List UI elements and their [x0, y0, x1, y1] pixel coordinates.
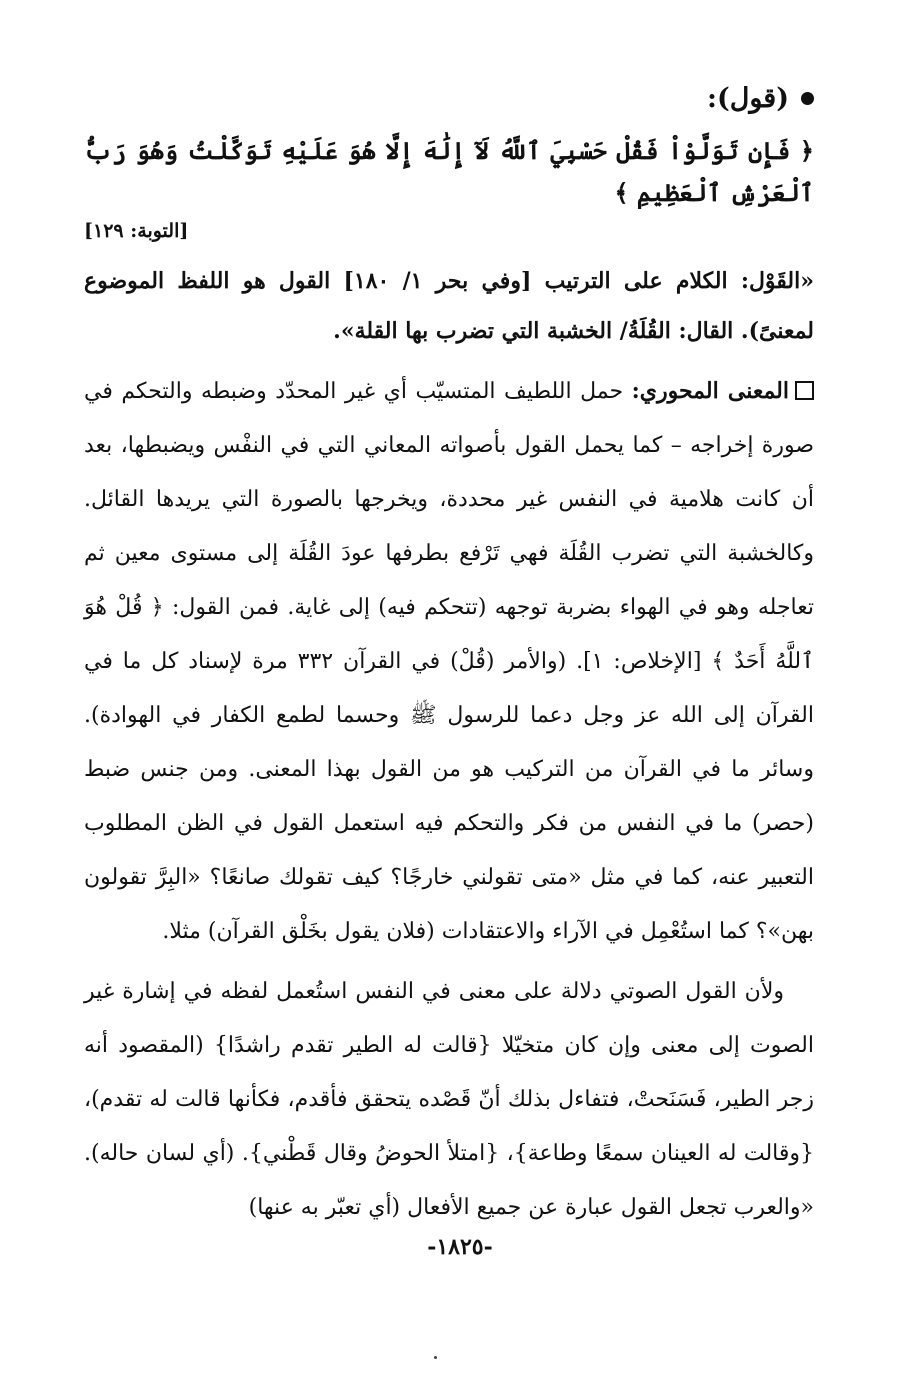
page-number: -١٨٢٥-: [427, 1234, 493, 1260]
core-meaning-label: المعنى المحوري:: [631, 378, 789, 404]
speck-mark: [434, 1356, 437, 1359]
bullet-icon: [801, 92, 814, 105]
square-marker-icon: [795, 381, 814, 400]
core-meaning-text: حمل اللطيف المتسيّب أي غير المحدّد وضبطه والتحكم في صورة إخراجه – كما يحمل القول بأصواته المعاني التي في النفْس ويضبطها، بعد أن كانت هلامية في النفس غير محددة، ويخرجها بالصورة التي يريدها القائل. وكالخشبة التي تضرب القُلَة فهي تَرْفع بطرفها عودَ القُلَة إلى مستوى معين ثم تعاجله وهو في الهواء بضربة توجهه (تتحكم فيه) إلى غاية. فمن القول: ﴿ قُلْ هُوَ ٱللَّهُ أَحَدٌ ﴾ [الإخلاص: ١]. (والأمر (قُلْ) في القرآن ٣٣٢ مرة لإسناد كل ما في القرآن إلى الله عز وجل دعما للرسول ﷺ وحسما لطمع الكفار في الهوادة). وسائر ما في القرآن من التركيب هو من القول بهذا المعنى. ومن جنس ضبط (حصر) ما في النفس من فكر والتحكم فيه استعمل القول في الظن المطلوب التعبير عنه، كما في مثل «متى تقولني خارجًا؟ كيف تقولك صانعًا؟ «البِرَّ تقولون بهن»؟ كما استُعْمِل في الآراء والاعتقادات (فلان يقول بخَلْق القرآن) مثلا.: [84, 379, 814, 944]
entry-heading: [84, 70, 814, 126]
core-meaning-paragraph: [84, 364, 814, 959]
lexical-definition: «القَوْل: الكلام على الترتيب [وفي بحر ١/ ١٨٠] القول هو اللفظ الموضوع لمعنىً). القال: القُلَةُ/ الخشبة التي تضرب بها القلة».: [84, 268, 814, 344]
entry-heading-label: (قول):: [707, 82, 789, 114]
second-paragraph: ولأن القول الصوتي دلالة على معنى في النفس استُعمل لفظه في إشارة غير الصوت إلى معنى وإن كان متخيّلا {قالت له الطير تقدم راشدًا} (المقصود أنه زجر الطير، فَسَنَحتْ، فتفاءل بذلك أنّ قَصْده يتحقق فأقدم، فكأنها قالت له تقدم)، {وقالت له العينان سمعًا وطاعة}، {امتلأ الحوضُ وقال قَطْني}. (أي لسان حاله). «والعرب تجعل القول عبارة عن جميع الأفعال (أي تعبّر به عنها): [84, 979, 814, 1220]
page-content: [84, 70, 814, 1235]
quran-verse: ﴿ فَإِن تَوَلَّوْاْ فَقُلْ حَسْبِيَ ٱللَّهُ لَآ إِلَٰهَ إِلَّا هُوَ عَلَيْهِ تَوَكَّلْتُ وَهُوَ رَبُّ ٱلْعَرْشِ ٱلْعَظِيمِ ﴾: [84, 136, 814, 207]
verse-reference: [التوبة: ١٢٩]: [84, 220, 189, 242]
